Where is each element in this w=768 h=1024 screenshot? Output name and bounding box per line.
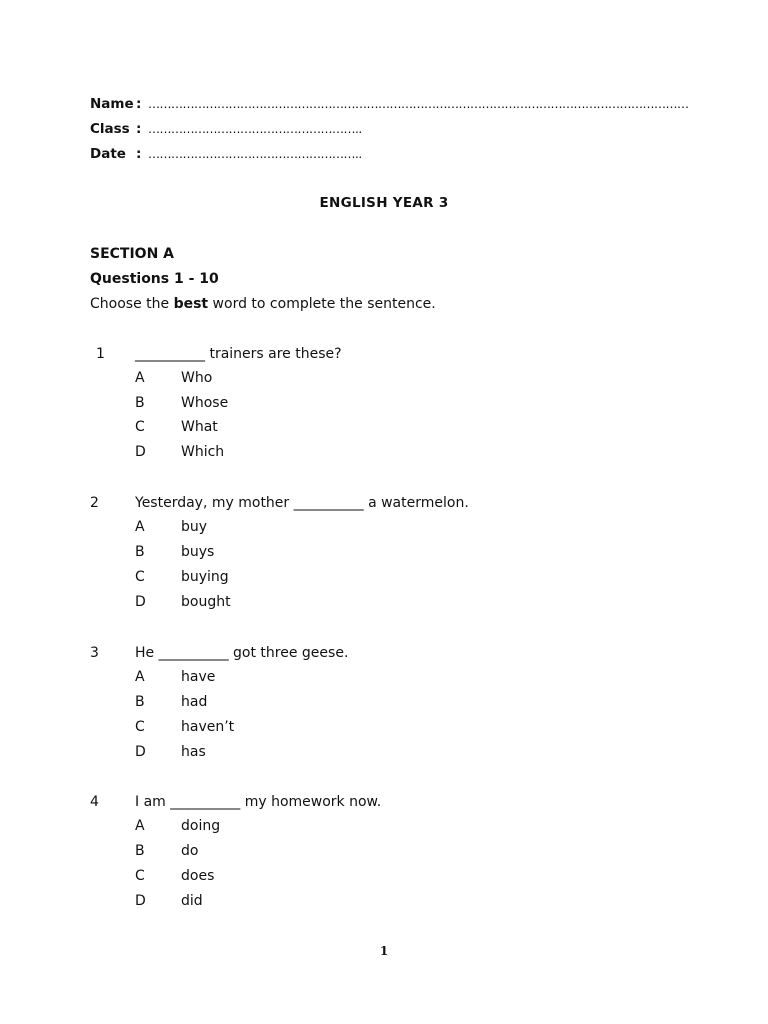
date-dotted-line: ……………………………………………….. bbox=[148, 147, 362, 161]
class-dotted-line: ……………………………………………….. bbox=[148, 122, 362, 136]
option-letter: B bbox=[135, 843, 145, 859]
name-label: Name bbox=[90, 96, 134, 112]
page-title bbox=[0, 195, 768, 211]
option-text: has bbox=[181, 744, 206, 760]
option-c[interactable] bbox=[135, 719, 234, 735]
option-text: buys bbox=[181, 544, 215, 560]
question-number: 4 bbox=[90, 794, 99, 810]
question-text: I am __________ my homework now. bbox=[135, 794, 382, 810]
name-field-row bbox=[90, 96, 689, 112]
option-text: buy bbox=[181, 519, 208, 535]
instruction-bold: best bbox=[173, 296, 209, 312]
option-text: does bbox=[181, 868, 215, 884]
option-letter: A bbox=[135, 669, 145, 685]
instruction-after: word to complete the sentence. bbox=[208, 296, 436, 312]
option-letter: B bbox=[135, 395, 145, 411]
option-a[interactable] bbox=[135, 370, 212, 386]
option-text: have bbox=[181, 669, 216, 685]
option-text: Which bbox=[181, 444, 225, 460]
option-d[interactable] bbox=[135, 893, 203, 909]
option-letter: C bbox=[135, 419, 145, 435]
questions-range: Questions 1 - 10 bbox=[90, 271, 219, 287]
class-label: Class bbox=[90, 121, 130, 137]
option-letter: C bbox=[135, 868, 145, 884]
option-b[interactable] bbox=[135, 694, 207, 710]
option-b[interactable] bbox=[135, 395, 228, 411]
instruction-text bbox=[90, 296, 436, 312]
option-text: had bbox=[181, 694, 208, 710]
option-text: do bbox=[181, 843, 199, 859]
option-a[interactable] bbox=[135, 818, 220, 834]
option-letter: B bbox=[135, 694, 145, 710]
option-letter: D bbox=[135, 444, 146, 460]
question-number: 3 bbox=[90, 645, 99, 661]
instruction-before: Choose the bbox=[90, 296, 174, 312]
option-a[interactable] bbox=[135, 519, 207, 535]
option-text: Whose bbox=[181, 395, 229, 411]
page-number: 1 bbox=[379, 944, 389, 958]
option-text: What bbox=[181, 419, 218, 435]
option-text: buying bbox=[181, 569, 229, 585]
option-letter: B bbox=[135, 544, 145, 560]
question-number: 2 bbox=[90, 495, 99, 511]
option-text: bought bbox=[181, 594, 231, 610]
option-text: Who bbox=[181, 370, 213, 386]
date-label: Date bbox=[90, 146, 126, 162]
option-c[interactable] bbox=[135, 868, 214, 884]
question-number: 1 bbox=[96, 346, 105, 362]
section-heading: SECTION A bbox=[90, 246, 175, 262]
class-field-row bbox=[90, 121, 362, 137]
option-b[interactable] bbox=[135, 544, 214, 560]
option-d[interactable] bbox=[135, 444, 224, 460]
option-letter: C bbox=[135, 569, 145, 585]
question-text: Yesterday, my mother __________ a watermelon. bbox=[135, 495, 469, 511]
option-c[interactable] bbox=[135, 419, 218, 435]
option-a[interactable] bbox=[135, 669, 215, 685]
option-letter: A bbox=[135, 818, 145, 834]
option-letter: D bbox=[135, 893, 146, 909]
date-field-row bbox=[90, 146, 362, 162]
date-colon: : bbox=[136, 146, 142, 162]
option-text: haven’t bbox=[181, 719, 235, 735]
option-text: did bbox=[181, 893, 203, 909]
option-d[interactable] bbox=[135, 744, 206, 760]
option-letter: A bbox=[135, 370, 145, 386]
name-dotted-line: …………………………………………………………………………………………………………………………… bbox=[148, 97, 689, 111]
option-c[interactable] bbox=[135, 569, 229, 585]
name-colon: : bbox=[136, 96, 142, 112]
option-letter: A bbox=[135, 519, 145, 535]
class-colon: : bbox=[136, 121, 142, 137]
option-letter: D bbox=[135, 744, 146, 760]
option-letter: D bbox=[135, 594, 146, 610]
option-text: doing bbox=[181, 818, 221, 834]
page-title-text: ENGLISH YEAR 3 bbox=[319, 195, 449, 211]
option-b[interactable] bbox=[135, 843, 198, 859]
option-letter: C bbox=[135, 719, 145, 735]
option-d[interactable] bbox=[135, 594, 231, 610]
question-text: __________ trainers are these? bbox=[135, 346, 342, 362]
question-text: He __________ got three geese. bbox=[135, 645, 349, 661]
